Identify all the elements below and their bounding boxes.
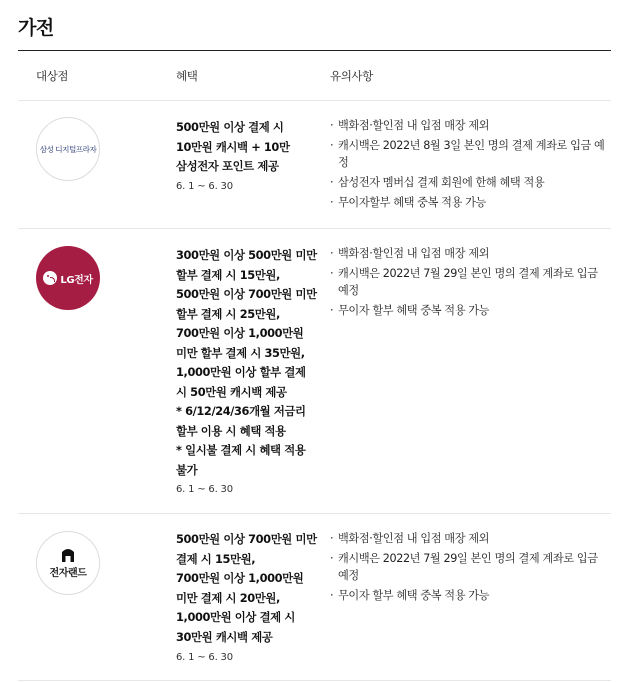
- benefit-line: 불가: [176, 462, 198, 477]
- benefit-line: 500만원 이상 700만원 미만: [176, 532, 317, 546]
- promo-period: 6. 1 ~ 6. 30: [176, 652, 233, 663]
- notes-list: [330, 245, 608, 322]
- logo-text: 전자랜드: [49, 568, 87, 579]
- note-item: · 삼성전자 멤버십 결제 회원에 한해 혜택 적용: [330, 174, 608, 191]
- note-item: · 백화점·할인점 내 입점 매장 제외: [330, 530, 608, 547]
- logo-text: 삼성 디지털프라자: [39, 144, 97, 154]
- samsung-digital-plaza-logo: [36, 117, 100, 181]
- note-item: · 무이자할부 혜택 중복 적용 가능: [330, 194, 608, 211]
- benefit-text: [176, 246, 324, 480]
- row-divider: [18, 513, 611, 514]
- benefit-text: [176, 118, 324, 177]
- benefit-line: 500만원 이상 결제 시: [176, 120, 284, 134]
- benefit-line: 삼성전자 포인트 제공: [176, 159, 279, 173]
- logo-text: LG전자: [60, 274, 93, 286]
- title-divider: [18, 50, 611, 51]
- benefit-line: 10만원 캐시백 + 10만: [176, 139, 290, 154]
- benefit-line: 미만 결제 시 20만원,: [176, 590, 280, 605]
- benefit-line: 1,000만원 이상 할부 결제: [176, 365, 306, 379]
- benefit-line: 700만원 이상 1,000만원: [176, 571, 304, 585]
- benefit-line: 할부 이용 시 혜택 적용: [176, 423, 286, 438]
- benefit-text: [176, 530, 324, 647]
- note-item: · 백화점·할인점 내 입점 매장 제외: [330, 117, 608, 134]
- header-benefit: 혜택: [176, 69, 198, 83]
- promo-period: 6. 1 ~ 6. 30: [176, 181, 233, 192]
- header-store: 대상점: [36, 69, 69, 83]
- benefit-line: 700만원 이상 1,000만원: [176, 326, 304, 340]
- note-item: · 캐시백은 2022년 8월 3일 본인 명의 결제 계좌로 입금 예정: [330, 137, 608, 171]
- note-item: · 무이자 할부 혜택 중복 적용 가능: [330, 302, 608, 319]
- benefit-line: * 일시불 결제 시 혜택 적용: [176, 443, 306, 457]
- benefit-line: 500만원 이상 700만원 미만: [176, 287, 317, 301]
- note-item: · 캐시백은 2022년 7월 29일 본인 명의 결제 계좌로 입금 예정: [330, 550, 608, 584]
- note-item: · 캐시백은 2022년 7월 29일 본인 명의 결제 계좌로 입금 예정: [330, 265, 608, 299]
- benefit-line: 1,000만원 이상 결제 시: [176, 610, 295, 624]
- benefit-line: * 6/12/24/36개월 저금리: [176, 404, 306, 418]
- row-divider: [18, 680, 611, 681]
- row-divider: [18, 228, 611, 229]
- note-item: · 무이자 할부 혜택 중복 적용 가능: [330, 587, 608, 604]
- notes-list: [330, 117, 608, 214]
- notes-list: [330, 530, 608, 607]
- header-notes: 유의사항: [330, 69, 373, 83]
- benefit-line: 할부 결제 시 25만원,: [176, 306, 280, 321]
- benefit-line: 시 50만원 캐시백 제공: [176, 384, 287, 399]
- note-item: · 백화점·할인점 내 입점 매장 제외: [330, 245, 608, 262]
- promo-period: 6. 1 ~ 6. 30: [176, 484, 233, 495]
- building-icon: [61, 547, 75, 562]
- lg-electronics-logo: [36, 246, 100, 310]
- section-title: 가전: [18, 17, 54, 39]
- benefit-line: 할부 결제 시 15만원,: [176, 267, 280, 282]
- benefit-line: 30만원 캐시백 제공: [176, 629, 273, 644]
- lg-face-icon: [43, 271, 57, 285]
- benefit-line: 300만원 이상 500만원 미만: [176, 248, 317, 262]
- benefit-line: 결제 시 15만원,: [176, 551, 256, 566]
- header-divider: [18, 100, 611, 101]
- electroland-logo: [36, 531, 100, 595]
- benefit-line: 미만 할부 결제 시 35만원,: [176, 345, 305, 360]
